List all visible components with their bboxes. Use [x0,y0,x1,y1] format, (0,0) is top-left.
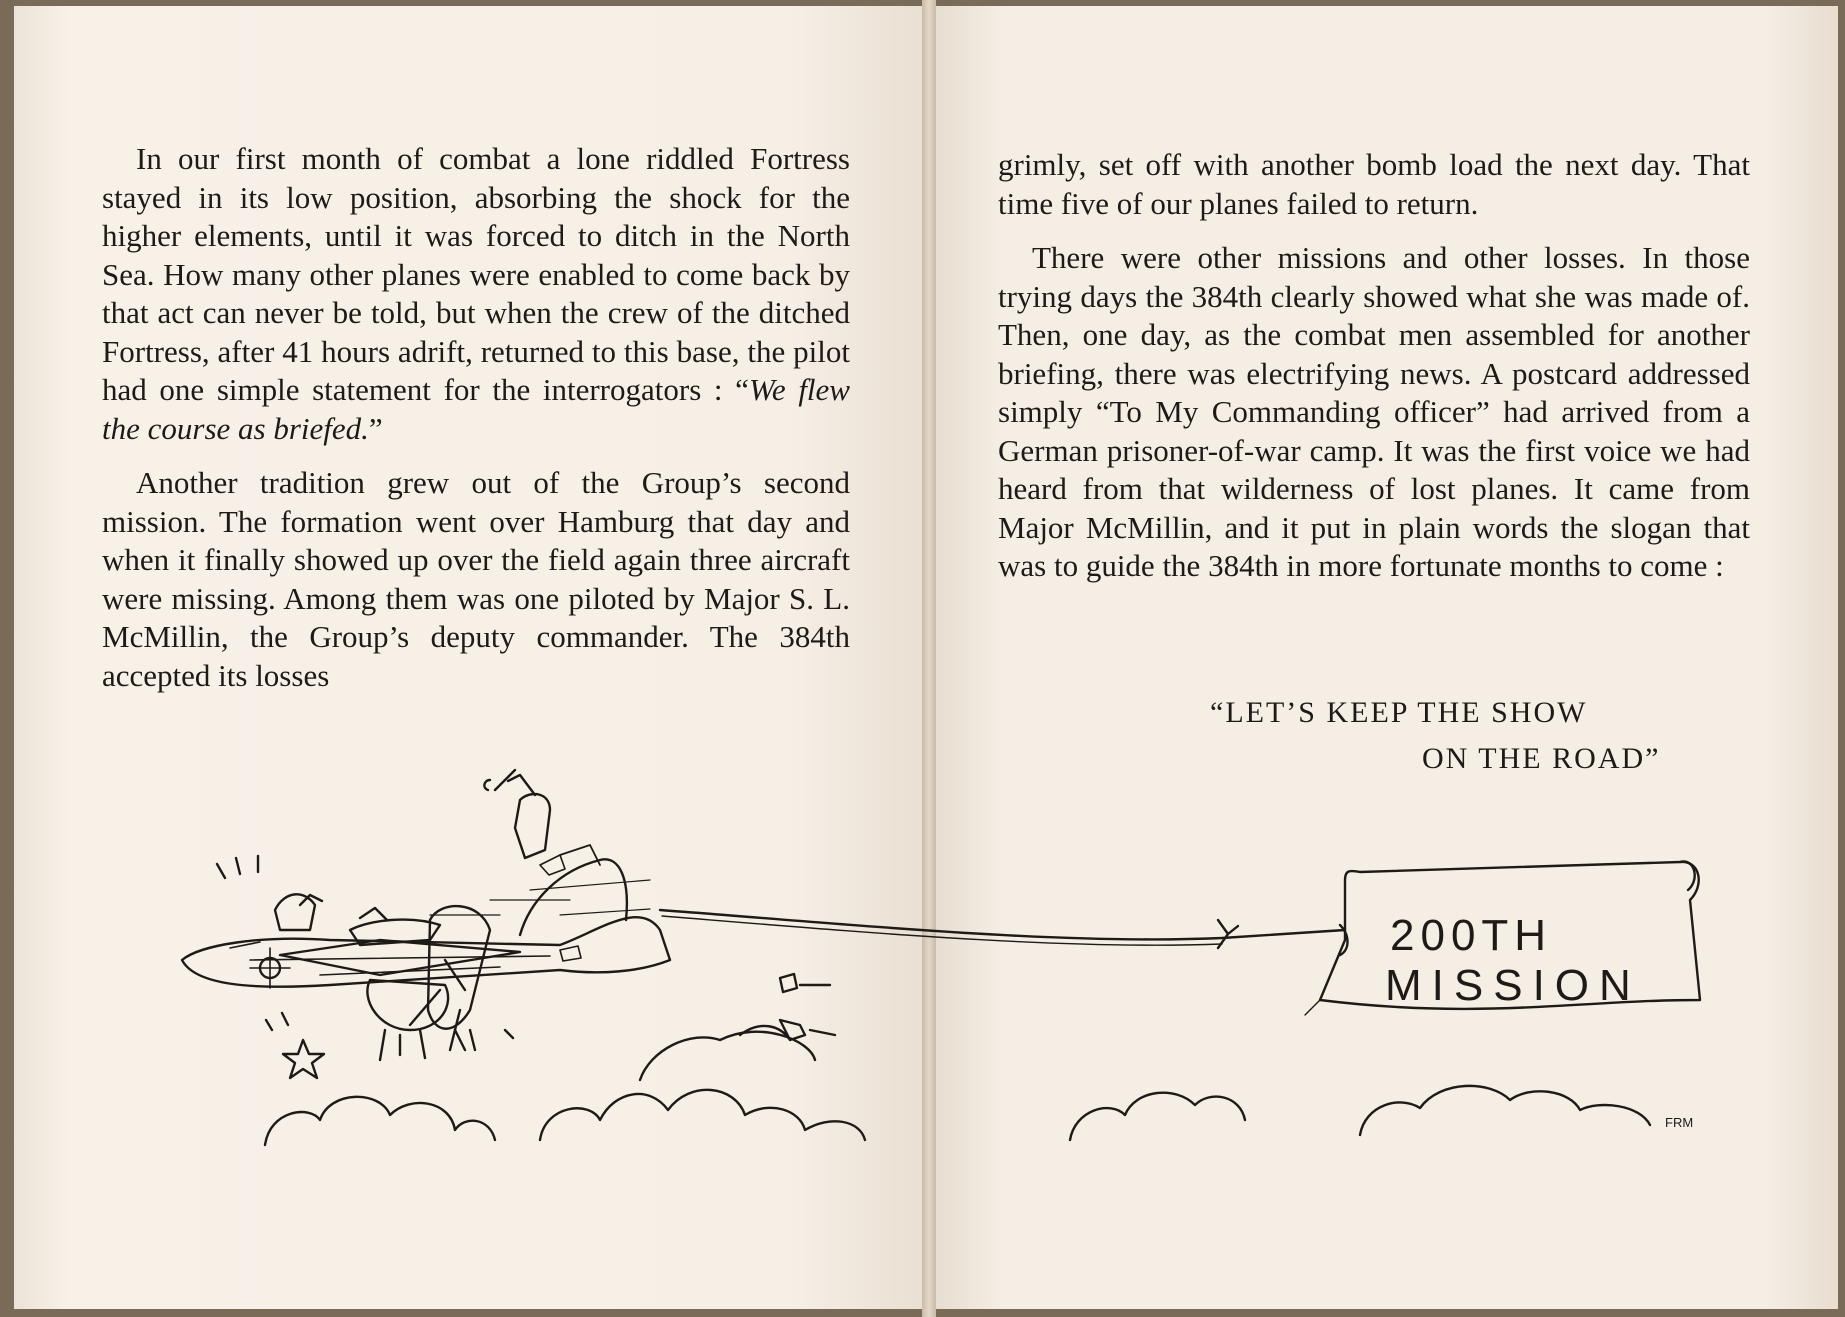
b17-fortress-plane-icon [182,845,670,1060]
slogan-line-1: “LET’S KEEP THE SHOW [1210,696,1588,729]
left-paragraph-1-text: In our first month of combat a lone riddled Fortress stayed in its low position, absorbing the shock for the higher elements, until it was forced to ditch in the North Sea. How many other planes were enabled to come back by that act can never be told, but when the crew of the ditched Fortress, after 41 hours adrift, returned to this base, the pilot had one simple statement for the interrogators : “ [102,141,850,407]
banner-text-200th: 200TH [1390,911,1553,960]
banner-text-mission: MISSION [1385,961,1641,1010]
cloud-icon [1360,1086,1650,1135]
artist-signature: FRM [1665,1115,1694,1130]
falling-parts-icon [740,974,835,1040]
cloud-icon [265,1097,495,1145]
crew-figures-icon [275,770,550,945]
slogan-line-2: ON THE ROAD” [1422,742,1661,775]
rope-knot-icon [1218,920,1238,948]
left-paragraph-1-close: ” [368,410,383,446]
right-paragraph-2: There were other missions and other losses. In those trying days the 384th clearly showed what she was made of. Then, one day, as the combat men assembled for another briefing, there was electrifying news. A postcard addressed simply “To My Commanding officer” had arrived from a German prisoner-of-war camp. It was the first voice we had heard from that wilderness of lost planes. It came from Major McMillin, and it put in plain words the slogan that was to guide the 384th in more fortunate months to come : [998,240,1750,583]
cloud-icon [1070,1093,1245,1140]
briefed-quote: We flew the course as briefed. [102,372,850,446]
cloud-icon [540,1090,865,1140]
right-paragraph-1: grimly, set off with another bomb load the next day. That time five of our planes failed to return. [998,147,1750,221]
star-icon [283,1040,324,1078]
left-paragraph-2: Another tradition grew out of the Group’s second mission. The formation went over Hamburg that day and when it finally showed up over the field again three aircraft were missing. Among them was one piloted by Major S. L. McMillin, the Group’s deputy commander. The 384th accepted its losses [102,465,850,693]
